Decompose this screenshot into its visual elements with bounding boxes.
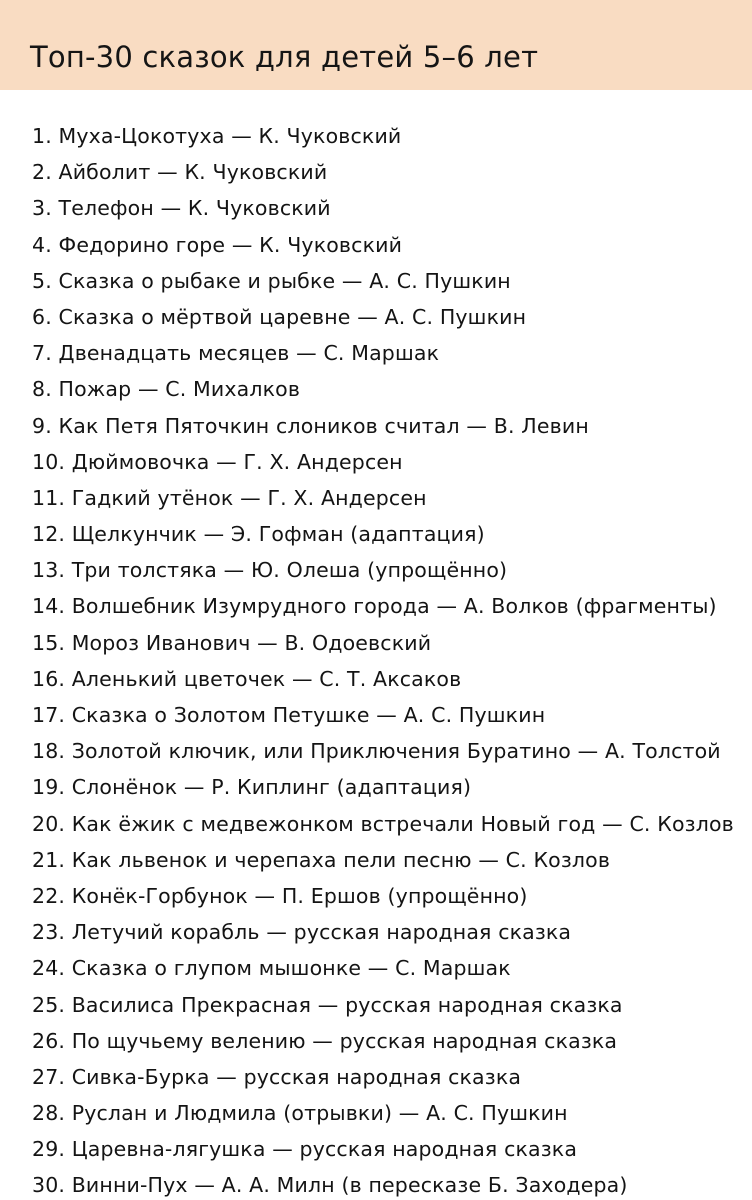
list-item: 14. Волшебник Изумрудного города — А. Волков (фрагменты)	[32, 594, 717, 619]
list-item: 28. Руслан и Людмила (отрывки) — А. С. Пушкин	[32, 1101, 568, 1126]
list-item: 4. Федорино горе — К. Чуковский	[32, 232, 403, 257]
list-item: 24. Сказка о глупом мышонке — С. Маршак	[32, 956, 511, 981]
list-item: 23. Летучий корабль — русская народная сказка	[32, 920, 572, 945]
list-item: 29. Царевна-лягушка — русская народная сказка	[32, 1137, 578, 1162]
list-item: 11. Гадкий утёнок — Г. Х. Андерсен	[32, 485, 427, 510]
list-item: 18. Золотой ключик, или Приключения Буратино — А. Толстой	[32, 739, 721, 764]
list-item: 22. Конёк-Горбунок — П. Ершов (упрощённо)	[32, 883, 528, 908]
list-item: 17. Сказка о Золотом Петушке — А. С. Пушкин	[32, 703, 546, 727]
list-item: 12. Щелкунчик — Э. Гофман (адаптация)	[32, 522, 485, 547]
list-item: 30. Винни-Пух — А. А. Милн (в пересказе Б. Заходера)	[32, 1173, 628, 1198]
list-item: 2. Айболит — К. Чуковский	[32, 160, 328, 185]
title-banner	[0, 0, 752, 90]
list-item: 6. Сказка о мёртвой царевне — А. С. Пушкин	[32, 304, 527, 329]
list-item: 15. Мороз Иванович — В. Одоевский	[32, 630, 432, 655]
list-item: 5. Сказка о рыбаке и рыбке — А. С. Пушкин	[32, 268, 511, 293]
list-item: 26. По щучьему велению — русская народная сказка	[32, 1028, 618, 1053]
list-item: 19. Слонёнок — Р. Киплинг (адаптация)	[32, 775, 472, 800]
list-item: 10. Дюймовочка — Г. Х. Андерсен	[32, 449, 403, 474]
list-item: 1. Муха-Цокотуха — К. Чуковский	[32, 124, 402, 148]
list-item: 25. Василиса Прекрасная — русская народная сказка	[32, 992, 623, 1017]
list-item: 13. Три толстяка — Ю. Олеша (упрощённо)	[32, 558, 508, 583]
page-title: Топ-30 сказок для детей 5–6 лет	[30, 40, 539, 74]
list-item: 27. Сивка-Бурка — русская народная сказка	[32, 1064, 522, 1089]
list-item: 21. Как львенок и черепаха пели песню — С. Козлов	[32, 847, 611, 872]
list-item: 8. Пожар — С. Михалков	[32, 377, 301, 402]
list-item: 3. Телефон — К. Чуковский	[32, 196, 331, 221]
list-item: 9. Как Петя Пяточкин слоников считал — В. Левин	[32, 413, 589, 438]
list-item: 20. Как ёжик с медвежонком встречали Новый год — С. Козлов	[32, 811, 734, 836]
list-item: 16. Аленький цветочек — С. Т. Аксаков	[32, 666, 462, 691]
list-item: 7. Двенадцать месяцев — С. Маршак	[32, 341, 440, 366]
fairy-tale-list	[32, 118, 734, 1200]
